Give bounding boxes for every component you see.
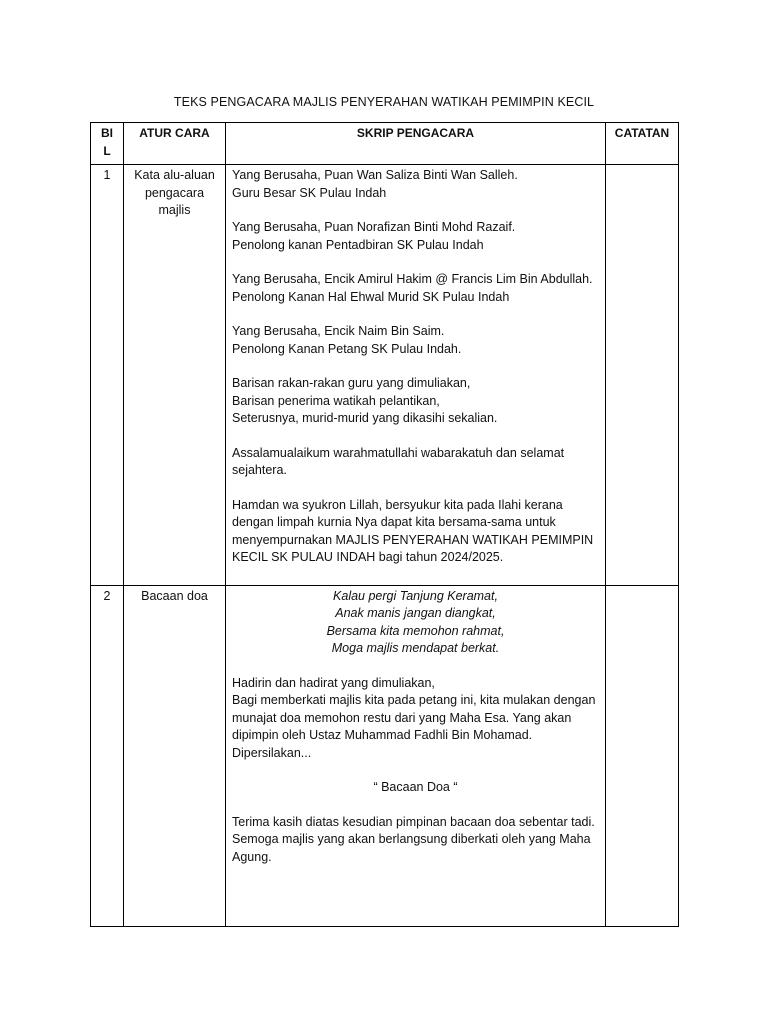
script-line: Barisan penerima watikah pelantikan, xyxy=(232,393,440,408)
table-row xyxy=(91,585,679,926)
script-line: Yang Berusaha, Encik Amirul Hakim @ Francis Lim Bin Abdullah. xyxy=(232,272,593,286)
script-line: Penolong Kanan Hal Ehwal Murid SK Pulau Indah xyxy=(232,289,510,304)
script-line: Yang Berusaha, Puan Norafizan Binti Mohd Razaif. xyxy=(232,220,516,234)
table-header-row xyxy=(91,123,679,165)
script-line: Hadirin dan hadirat yang dimuliakan, xyxy=(232,675,435,690)
table-row xyxy=(91,165,679,586)
script-line: Penolong kanan Pentadbiran SK Pulau Indah xyxy=(232,237,484,252)
row-atur-cara: Bacaan doa xyxy=(124,585,226,926)
script-line: Seterusnya, murid-murid yang dikasihi sekalian. xyxy=(232,411,498,425)
pantun-line: Anak manis jangan diangkat, xyxy=(335,606,496,620)
pantun-line: Moga majlis mendapat berkat. xyxy=(331,641,500,655)
script-line: Yang Berusaha, Encik Naim Bin Saim. xyxy=(232,324,445,338)
header-atur-cara: ATUR CARA xyxy=(124,123,226,165)
row-bil: 1 xyxy=(91,165,124,586)
script-paragraph: Hamdan wa syukron Lillah, bersyukur kita pada Ilahi kerana dengan limpah kurnia Nya dapat kita bersama-sama untuk menyempurnakan MAJLIS PENYERAHAN WATIKAH PEMIMPIN KECIL SK PULAU INDAH bagi tahun 2024/2025. xyxy=(232,497,594,564)
header-skrip-pengacara: SKRIP PENGACARA xyxy=(226,123,606,165)
header-catatan: CATATAN xyxy=(606,123,679,165)
pantun-verse xyxy=(232,588,599,658)
row-catatan xyxy=(606,585,679,926)
pantun-line: Bersama kita memohon rahmat, xyxy=(326,623,505,638)
script-line: Barisan rakan-rakan guru yang dimuliakan, xyxy=(232,376,471,390)
bacaan-doa-cue: “ Bacaan Doa “ xyxy=(373,780,458,794)
row-skrip xyxy=(226,585,606,926)
pantun-line: Kalau pergi Tanjung Keramat, xyxy=(333,588,498,603)
script-paragraph: Terima kasih diatas kesudian pimpinan bacaan doa sebentar tadi. Semoga majlis yang akan berlangsung diberkati oleh yang Maha Agung. xyxy=(232,814,595,864)
header-bil: BIL xyxy=(91,123,124,165)
row-catatan xyxy=(606,165,679,586)
row-skrip xyxy=(226,165,606,586)
script-paragraph: Bagi memberkati majlis kita pada petang ini, kita mulakan dengan munajat doa memohon restu dari yang Maha Esa. Yang akan dipimpin oleh Ustaz Muhammad Fadhli Bin Mohamad. Dipersilakan... xyxy=(232,693,596,760)
script-line: Yang Berusaha, Puan Wan Saliza Binti Wan Salleh. xyxy=(232,168,518,182)
row-atur-cara: Kata alu-aluan pengacara majlis xyxy=(124,165,226,586)
document-title: TEKS PENGACARA MAJLIS PENYERAHAN WATIKAH PEMIMPIN KECIL xyxy=(173,95,595,109)
script-line: Penolong Kanan Petang SK Pulau Indah. xyxy=(232,341,462,356)
script-line: Assalamualaikum warahmatullahi wabarakatuh dan selamat sejahtera. xyxy=(232,445,565,477)
script-table xyxy=(90,122,679,927)
row-bil: 2 xyxy=(91,585,124,926)
script-line: Guru Besar SK Pulau Indah xyxy=(232,185,387,200)
